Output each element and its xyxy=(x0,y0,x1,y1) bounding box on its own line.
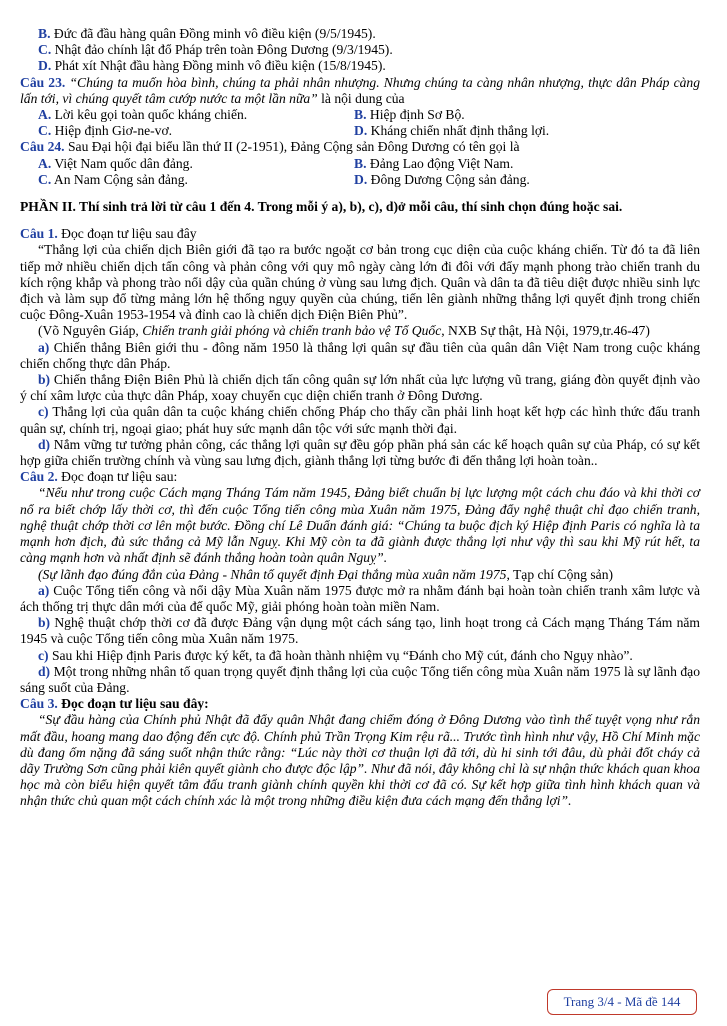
cau-3-heading: Câu 3. Đọc đoạn tư liệu sau đây: xyxy=(20,696,209,712)
q24-option-a[interactable]: A. Việt Nam quốc dân đảng. xyxy=(38,155,193,171)
q24-options-row1 xyxy=(20,156,700,172)
cau-1-item-b[interactable]: b) Chiến thắng Điện Biên Phủ là chiến dịch tấn công quân sự lớn nhất của lực lượng vũ trang, giáng đòn quyết định vào ý chí xâm lược của thực dân Pháp, xoay chuyển cục diện chiến tranh ở Đông Dương. xyxy=(20,372,700,404)
cau-1-heading: Câu 1. Đọc đoạn tư liệu sau đây xyxy=(20,226,197,242)
q23-options-row2 xyxy=(20,123,700,139)
cau-1-item-d[interactable]: d) Nắm vững tư tưởng phản công, các thắng lợi quân sự đều góp phần phá sản các kế hoạch quân sự của Pháp, có sự kết hợp giữa chiến trường chính và vùng sau lưng địch, giành thắng lợi từng bước đi đến thắng lợi hoàn toàn.. xyxy=(20,436,700,469)
q23-option-a[interactable]: A. Lời kêu gọi toàn quốc kháng chiến. xyxy=(38,107,248,123)
question-23: Câu 23. “Chúng ta muốn hòa bình, chúng ta phải nhân nhượng. Nhưng chúng ta càng nhân nhượng, thực dân Pháp càng lấn tới, vì chúng quyết tâm cướp nước ta một lần nữa” là nội dung của xyxy=(20,74,700,106)
cau-1-item-c[interactable]: c) Thắng lợi của quân dân ta cuộc kháng chiến chống Pháp cho thấy cần phải linh hoạt kết hợp các hình thức đấu tranh quân sự, chính trị, ngoại giao; phát huy sức mạnh dân tộc với sức mạnh thời đại. xyxy=(20,404,700,436)
cau-3-passage: “Sự đầu hàng của Chính phủ Nhật đã đẩy quân Nhật đang chiếm đóng ở Đông Dương vào tình thế tuyệt vọng như rắn mất đầu, hoang mang dao động đến cực độ. Chính phủ Trần Trọng Kim rệu rã... Trước tình hình như vậy, Hồ Chí Minh mặc dù đang ốm nặng đã sáng suốt nhận thức rằng: “Lúc này thời cơ thuận lợi đã tới, dù hi sinh tới đâu, dù phải đốt cháy cả dãy Trường Sơn cũng phải kiên quyết giành cho được độc lập”. Như đã nói, đây không chỉ là sự nhận thức khách quan khoa học mà còn biểu hiện quyết tâm đấu tranh giành chính quyền khi thời cơ đã có. Sự kết hợp giữa tình hình khách quan và nhận thức chủ quan một cách chính xác là một trong những điều kiện đưa cách mạng đến thắng lợi”. xyxy=(20,712,700,809)
cau-1-source: (Võ Nguyên Giáp, Chiến tranh giải phóng và chiến tranh bảo vệ Tổ Quốc, NXB Sự thật, Hà Nội, 1979,tr.46-47) xyxy=(38,323,650,339)
cau-2-passage: “Nếu như trong cuộc Cách mạng Tháng Tám năm 1945, Đảng biết chuẩn bị lực lượng một cách chu đáo và khi thời cơ nổ ra biết chớp lấy thời cơ, thì đến cuộc Tổng tiến công mùa Xuân năm 1975, Đảng đẩy nghệ thuật chỉ đạo chiến tranh, nghệ thuật chớp thời cơ lên một bước. Đồng chí Lê Duẩn đánh giá: “Chúng ta buộc địch ký Hiệp định Paris có nghĩa là ta mạnh hơn địch, đủ sức thắng cả Mỹ lẫn Nguỵ. Khi Mỹ còn ta đã giành được thắng lợi như vậy thì sau khi Mỹ rút hết, ta càng mạnh hơn và nhất định sẽ đánh thắng hoàn toàn quân Nguỵ”. xyxy=(20,485,700,566)
cau-1-item-a[interactable]: a) Chiến thắng Biên giới thu - đông năm 1950 là thắng lợi quân sự đầu tiên của quân dân Việt Nam trong cuộc kháng chiến chống thực dân Pháp. xyxy=(20,339,700,371)
q23-option-c[interactable]: C. Hiệp định Giơ-ne-vơ. xyxy=(38,123,173,139)
question-24: Câu 24. Sau Đại hội đại biểu lần thứ II (2-1951), Đảng Cộng sản Đông Dương có tên gọi là xyxy=(20,139,520,155)
prev-option-d: D. Phát xít Nhật đầu hàng Đồng minh vô điều kiện (15/8/1945). xyxy=(38,58,386,74)
q24-option-d[interactable]: D. Đông Dương Cộng sản đảng. xyxy=(354,171,530,187)
q24-option-c[interactable]: C. An Nam Cộng sản đảng. xyxy=(38,171,188,187)
prev-option-b: B. Đức đã đầu hàng quân Đồng minh vô điều kiện (9/5/1945). xyxy=(38,26,376,41)
q24-options-row2 xyxy=(20,172,700,188)
cau-2-item-a[interactable]: a) Cuộc Tổng tiến công và nổi dậy Mùa Xuân năm 1975 được mở ra nhằm đánh bại hoàn toàn chiến tranh xâm lược và ách thống trị thực dân mới của đế quốc Mỹ, giải phóng hoàn toàn miền Nam. xyxy=(20,582,700,614)
exam-page xyxy=(20,26,700,810)
page-footer: Trang 3/4 - Mã đề 144 xyxy=(547,989,697,1015)
q23-option-b[interactable]: B. Hiệp định Sơ Bộ. xyxy=(354,107,465,123)
prev-option-c: C. Nhật đảo chính lật đổ Pháp trên toàn Đông Dương (9/3/1945). xyxy=(38,42,393,58)
cau-2-item-b[interactable]: b) Nghệ thuật chớp thời cơ đã được Đảng vận dụng một cách sáng tạo, linh hoạt trong cả Cách mạng Tháng Tám năm 1945 và cuộc Tổng tiến công mùa Xuân năm 1975. xyxy=(20,615,700,647)
cau-2-source: (Sự lãnh đạo đúng đắn của Đảng - Nhân tố quyết định Đại thắng mùa xuân năm 1975, Tạp chí Cộng sản) xyxy=(38,566,614,582)
q23-options-row1 xyxy=(20,107,700,123)
cau-2-item-c[interactable]: c) Sau khi Hiệp định Paris được ký kết, ta đã hoàn thành nhiệm vụ “Đánh cho Mỹ cút, đánh cho Ngụy nhào”. xyxy=(38,647,633,663)
q23-option-d[interactable]: D. Kháng chiến nhất định thắng lợi. xyxy=(354,123,550,139)
cau-2-heading: Câu 2. Đọc đoạn tư liệu sau: xyxy=(20,469,178,485)
cau-2-item-d[interactable]: d) Một trong những nhân tố quan trọng quyết định thắng lợi của cuộc Tổng tiến công mùa Xuân năm 1975 là sự lãnh đạo sáng suốt của Đảng. xyxy=(20,663,700,695)
cau-1-passage: “Thắng lợi của chiến dịch Biên giới đã tạo ra bước ngoặt cơ bản trong cục diện của cuộc kháng chiến. Từ đó ta đã liên tiếp mở nhiều chiến dịch tấn công và phản công với quy mô ngày càng lớn đi đôi với đẩy mạnh phong trào chiến tranh du kích rộng khắp và phong trào nổi dậy của quần chúng ở vùng sau lưng địch. Quân và dân ta đã tiêu diệt được nhiều sinh lực địch và làm sụp đổ từng mảng lớn hệ thống ngụy quyền của chúng, tiến lên giành những thắng lợi quyết định trong chiến cuộc Đông-Xuân 1953-1954 và đỉnh cao là chiến dịch Điện Biên Phủ”. xyxy=(20,242,700,323)
part-2-heading: PHẦN II. Thí sinh trả lời từ câu 1 đến 4. Trong mỗi ý a), b), c), d)ở mỗi câu, thí sinh chọn đúng hoặc sai. xyxy=(20,199,623,215)
q24-option-b[interactable]: B. Đảng Lao động Việt Nam. xyxy=(354,155,514,171)
